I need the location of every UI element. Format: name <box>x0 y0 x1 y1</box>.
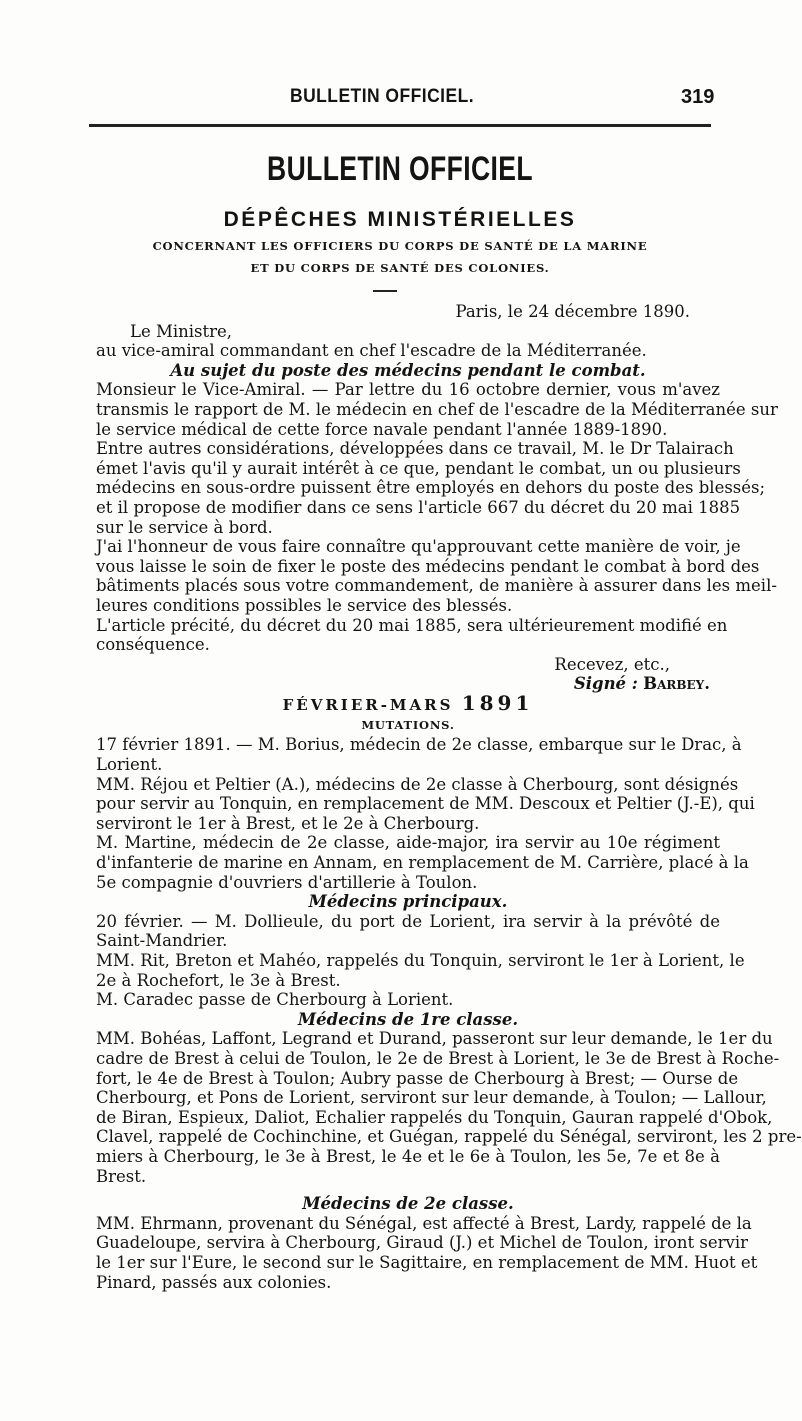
heading-medecins-principaux: Médecins principaux. <box>308 892 508 912</box>
mutations-p2-line: serviront le 1er à Brest, et le 2e à Cherbourg. <box>96 813 480 833</box>
classe2-line: Guadeloupe, servira à Cherbourg, Giraud (J.) et Michel de Toulon, iront servir <box>96 1233 749 1253</box>
classe1-line: cadre de Brest à celui de Toulon, le 2e de Brest à Lorient, le 3e de Brest à Roche- <box>96 1048 780 1068</box>
classe1-line: MM. Bohéas, Laffont, Legrand et Durand, passeront sur leur demande, le 1er du <box>96 1029 773 1049</box>
page-number: 319 <box>681 86 715 108</box>
letter-sender: Le Ministre, <box>130 321 233 341</box>
letter-p3-line: leures conditions possibles le service des blessés. <box>96 595 513 615</box>
classe1-line: Cherbourg, et Pons de Lorient, serviront sur leur demande, à Toulon; — Lallour, <box>96 1088 767 1108</box>
mutations-p2-line: pour servir au Tonquin, en remplacement de MM. Descoux et Peltier (J.-E), qui <box>96 794 755 814</box>
mutations-p3-line: d'infanterie de marine en Annam, en remplacement de M. Carrière, placé à la <box>96 853 749 873</box>
letter-body <box>96 302 802 1292</box>
letter-p2-line: Entre autres considérations, développées dans ce travail, M. le Dr Talairach <box>96 439 734 459</box>
letter-signature <box>96 674 720 694</box>
principaux-p3-line: M. Caradec passe de Cherbourg à Lorient. <box>96 990 454 1010</box>
mutations-p1-line: Lorient. <box>96 755 163 775</box>
mutations-p3-line: M. Martine, médecin de 2e classe, aide-major, ira servir au 10e régiment <box>96 833 720 853</box>
running-title: BULLETIN OFFICIEL. <box>290 86 475 107</box>
letter-p2-line: émet l'avis qu'il y aurait intérêt à ce que, pendant le combat, un ou plusieurs <box>96 458 741 478</box>
classe1-line: Clavel, rappelé de Cochinchine, et Guégan, rappelé du Sénégal, serviront, les 2 pre- <box>96 1127 802 1147</box>
heading-medecins-1re-classe: Médecins de 1re classe. <box>297 1009 519 1029</box>
principaux-p1-line: Saint-Mandrier. <box>96 931 228 951</box>
letter-p3-line: bâtiments placés sous votre commandement, de manière à assurer dans les meil- <box>96 576 777 596</box>
letter-p1-line: le service médical de cette force navale pendant l'année 1889-1890. <box>96 419 668 439</box>
month-label: FÉVRIER-MARS <box>282 695 454 714</box>
concern-line-1: CONCERNANT LES OFFICIERS DU CORPS DE SANTÉ DE LA MARINE <box>152 239 648 253</box>
running-header <box>0 86 800 112</box>
classe1-line: Brest. <box>96 1166 147 1186</box>
letter-p3-line: vous laisse le soin de fixer le poste des médecins pendant le combat à bord des <box>96 556 760 576</box>
letter-p3-line: J'ai l'honneur de vous faire connaître qu'approuvant cette manière de voir, je <box>96 537 741 557</box>
mutations-heading: MUTATIONS. <box>361 717 455 732</box>
mutations-p2-line: MM. Réjou et Peltier (A.), médecins de 2e classe à Cherbourg, sont désignés <box>96 774 739 794</box>
letter-closing: Recevez, etc., <box>554 654 670 674</box>
signed-label: Signé : <box>573 674 638 694</box>
letter-p4-line: L'article précité, du décret du 20 mai 1885, sera ultérieurement modifié en <box>96 615 728 635</box>
letter-p2-line: médecins en sous-ordre puissent être employés en dehors du poste des blessés; <box>96 478 766 498</box>
classe1-line: miers à Cherbourg, le 3e à Brest, le 4e et le 6e à Toulon, les 5e, 7e et 8e à <box>96 1146 720 1166</box>
header-rule <box>89 124 711 127</box>
section-month <box>96 690 720 716</box>
year-label: 1891 <box>461 690 534 715</box>
signer-name: Barbey. <box>643 674 710 694</box>
heading-medecins-2e-classe: Médecins de 2e classe. <box>302 1194 514 1214</box>
mutations-p1-line: 17 février 1891. — M. Borius, médecin de 2e classe, embarque sur le Drac, à <box>96 735 742 755</box>
classe2-line: MM. Ehrmann, provenant du Sénégal, est affecté à Brest, Lardy, rappelé de la <box>96 1213 752 1233</box>
main-title: BULLETIN OFFICIEL <box>267 150 533 188</box>
classe1-line: fort, le 4e de Brest à Toulon; Aubry passe de Cherbourg à Brest; — Ourse de <box>96 1068 739 1088</box>
concern-line-2: ET DU CORPS DE SANTÉ DES COLONIES. <box>250 261 550 275</box>
letter-date: Paris, le 24 décembre 1890. <box>455 302 690 321</box>
principaux-p2-line: MM. Rit, Breton et Mahéo, rappelés du Tonquin, serviront le 1er à Lorient, le <box>96 951 745 970</box>
title-divider <box>373 290 397 292</box>
classe2-line: le 1er sur l'Eure, le second sur le Sagittaire, en remplacement de MM. Huot et <box>96 1252 758 1272</box>
letter-p1-line: transmis le rapport de M. le médecin en chef de l'escadre de la Méditerranée sur <box>96 399 778 419</box>
letter-subject: Au sujet du poste des médecins pendant le combat. <box>170 360 646 380</box>
classe2-line: Pinard, passés aux colonies. <box>96 1272 332 1292</box>
classe1-line: de Biran, Espieux, Daliot, Echalier rappelés du Tonquin, Gauran rappelé d'Obok, <box>96 1107 773 1127</box>
letter-p2-line: sur le service à bord. <box>96 517 273 537</box>
section-subtitle: DÉPÊCHES MINISTÉRIELLES <box>223 208 577 231</box>
letter-p2-line: et il propose de modifier dans ce sens l'article 667 du décret du 20 mai 1885 <box>96 497 741 517</box>
letter-p4-line: conséquence. <box>96 635 210 655</box>
letter-recipient: au vice-amiral commandant en chef l'escadre de la Méditerranée. <box>96 341 647 361</box>
principaux-p2-line: 2e à Rochefort, le 3e à Brest. <box>96 970 341 990</box>
principaux-p1-line: 20 février. — M. Dollieule, du port de Lorient, ira servir à la prévôté de <box>96 911 720 931</box>
letter-p1-line: Monsieur le Vice-Amiral. — Par lettre du 16 octobre dernier, vous m'avez <box>96 380 720 400</box>
mutations-p3-line: 5e compagnie d'ouvriers d'artillerie à Toulon. <box>96 872 478 892</box>
